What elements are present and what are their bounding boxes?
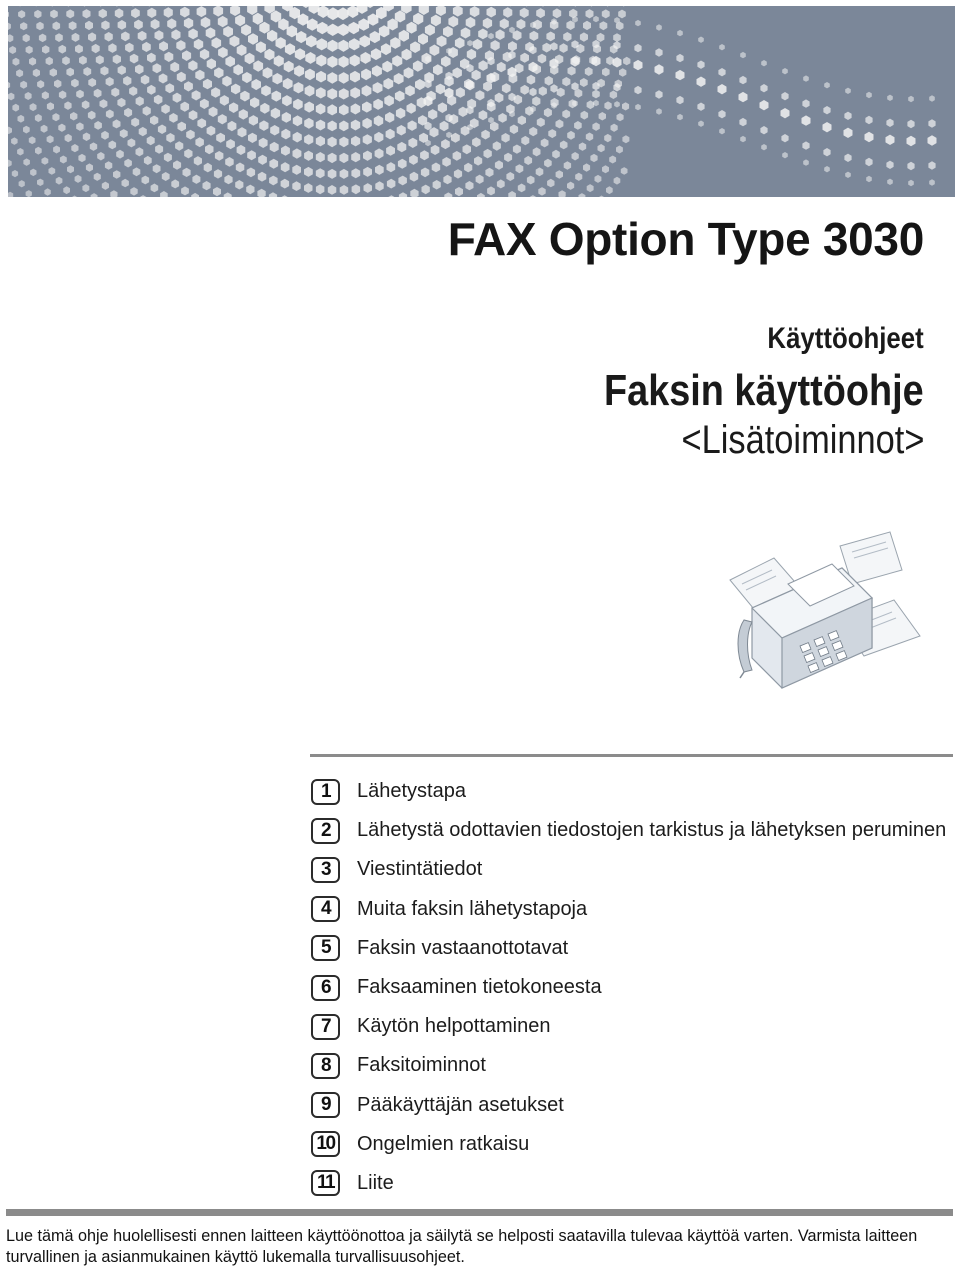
toc-item-label: Faksitoiminnot bbox=[357, 1054, 486, 1077]
chapter-number-badge: 4 bbox=[311, 896, 340, 922]
toc-item-4[interactable] bbox=[311, 890, 946, 929]
toc-item-label: Ongelmien ratkaisu bbox=[357, 1132, 530, 1155]
toc-item-8[interactable] bbox=[311, 1046, 946, 1085]
footer-divider bbox=[6, 1209, 953, 1216]
chapter-number-badge: 7 bbox=[311, 1014, 340, 1040]
manual-kind: Käyttöohjeet bbox=[767, 322, 924, 355]
dot-pattern-graphic bbox=[8, 6, 955, 197]
toc-item-label: Muita faksin lähetystapoja bbox=[357, 897, 588, 920]
chapter-number-badge: 9 bbox=[311, 1092, 340, 1118]
chapter-number-badge: 10 bbox=[311, 1131, 340, 1157]
toc-item-label: Liite bbox=[357, 1171, 394, 1194]
safety-notice: Lue tämä ohje huolellisesti ennen laitteen käyttöönottoa ja säilytä se helposti saatavilla tulevaa käyttöä varten. Varmista laitteen turvallinen ja asianmukainen käyttö lukemalla turvallisuusohjeet. bbox=[6, 1227, 918, 1266]
toc-item-label: Faksin vastaanottotavat bbox=[357, 936, 569, 959]
toc-item-label: Viestintätiedot bbox=[357, 858, 483, 881]
toc-item-6[interactable] bbox=[311, 968, 946, 1007]
chapter-number-badge: 5 bbox=[311, 935, 340, 961]
chapter-number-badge: 11 bbox=[311, 1170, 340, 1196]
toc-item-1[interactable] bbox=[311, 772, 946, 811]
manual-title: Faksin käyttöohje bbox=[604, 366, 924, 415]
manual-subtitle: <Lisätoiminnot> bbox=[681, 418, 924, 462]
toc-item-7[interactable] bbox=[311, 1007, 946, 1046]
fax-machine-icon bbox=[722, 528, 932, 703]
toc-item-label: Faksaaminen tietokoneesta bbox=[357, 976, 602, 999]
toc-divider bbox=[310, 754, 953, 757]
chapter-number-badge: 6 bbox=[311, 975, 340, 1001]
cover-banner bbox=[8, 6, 955, 197]
chapter-number-badge: 1 bbox=[311, 779, 340, 805]
toc-item-5[interactable] bbox=[311, 929, 946, 968]
toc-item-11[interactable] bbox=[311, 1164, 946, 1203]
toc-item-2[interactable] bbox=[311, 811, 946, 850]
toc-item-label: Lähetystä odottavien tiedostojen tarkistus ja lähetyksen peruminen bbox=[357, 819, 947, 842]
toc-item-label: Pääkäyttäjän asetukset bbox=[357, 1093, 564, 1116]
document-title: FAX Option Type 3030 bbox=[447, 213, 924, 265]
chapter-number-badge: 2 bbox=[311, 818, 340, 844]
toc-item-9[interactable] bbox=[311, 1086, 946, 1125]
toc-item-3[interactable] bbox=[311, 850, 946, 889]
table-of-contents bbox=[311, 772, 946, 1203]
toc-item-label: Lähetystapa bbox=[357, 780, 466, 803]
toc-item-label: Käytön helpottaminen bbox=[357, 1015, 551, 1038]
toc-item-10[interactable] bbox=[311, 1125, 946, 1164]
chapter-number-badge: 8 bbox=[311, 1053, 340, 1079]
chapter-number-badge: 3 bbox=[311, 857, 340, 883]
